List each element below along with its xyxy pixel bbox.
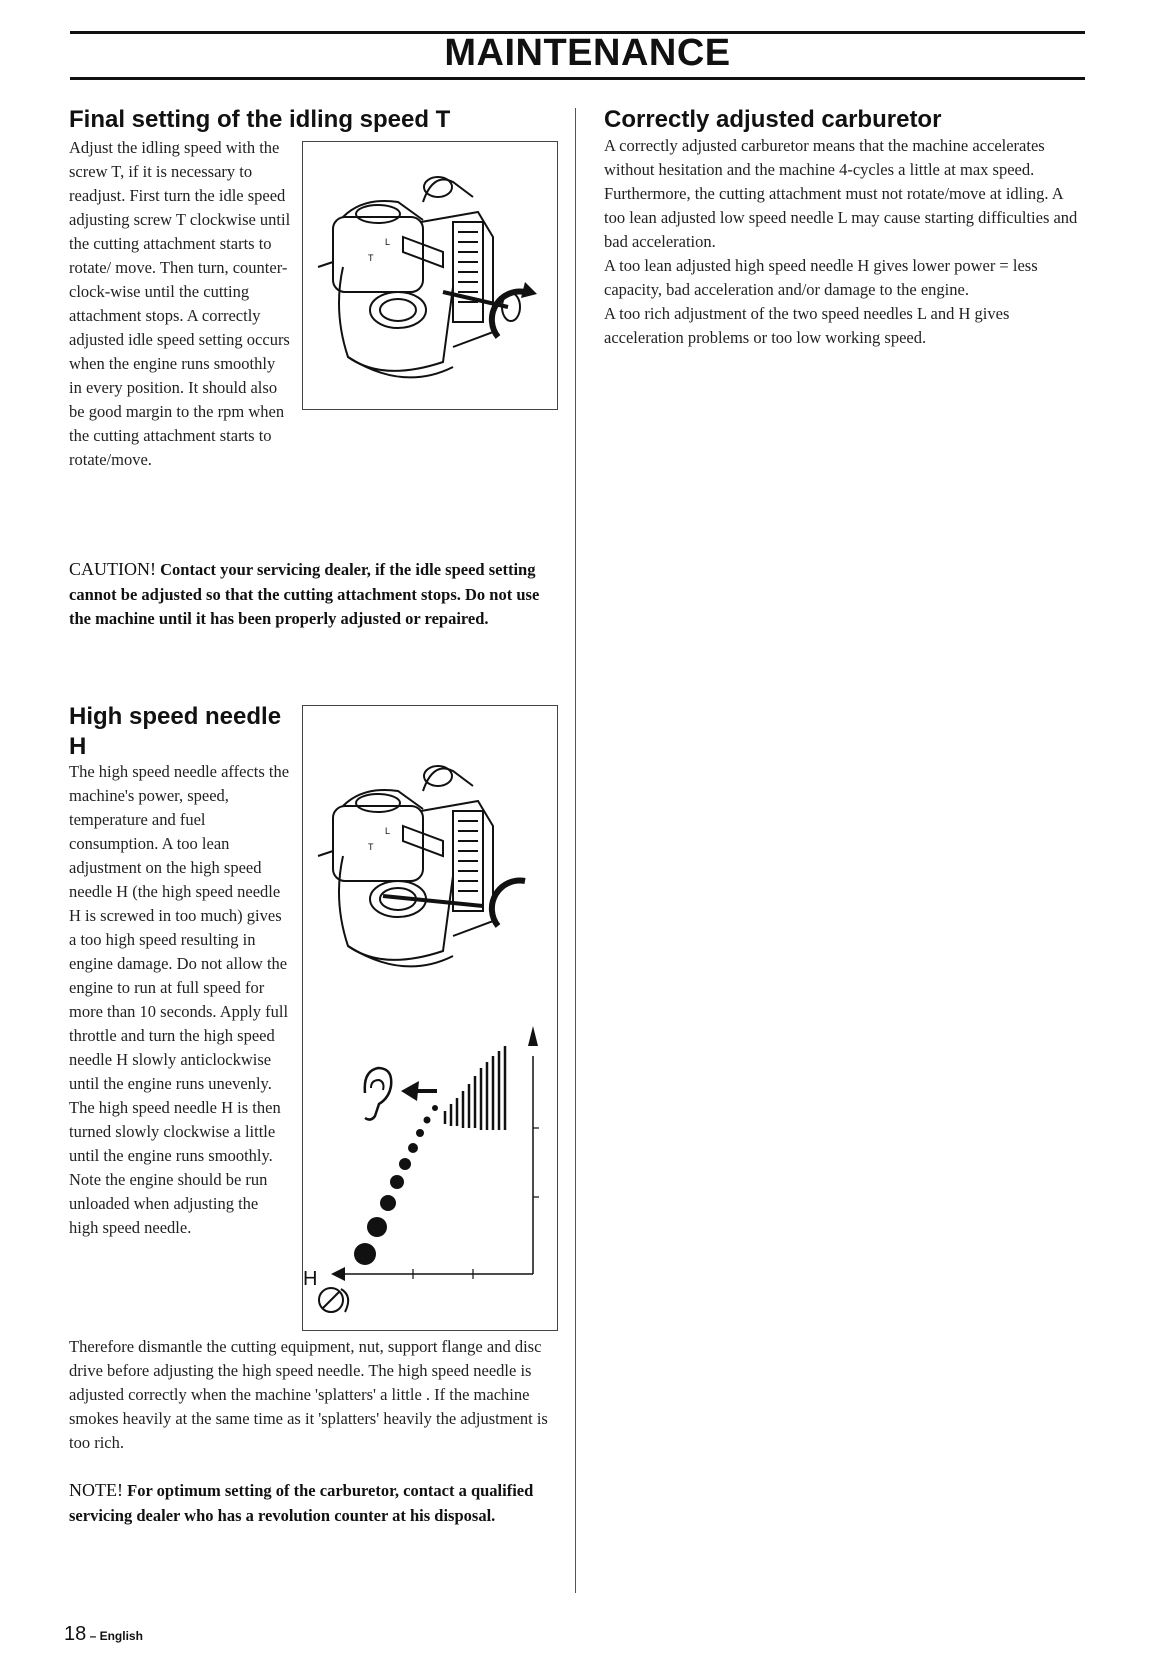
caution-lead: CAUTION! [69,559,156,579]
idle-speed-heading: Final setting of the idling speed T [69,106,451,133]
carburetor-text [604,134,1086,350]
column-divider [575,108,576,1593]
label-T: T [368,253,374,263]
footer-language: – English [86,1629,143,1643]
label-H: H [303,1268,318,1290]
caution-text: Contact your servicing dealer, if the idle speed setting cannot be adjusted so that the cutting attachment stops. Do not use the machine until it has been properly adjusted or repaired. [69,560,540,628]
high-speed-needle-figure [302,705,558,1331]
label-L-2: L [385,826,391,836]
label-L: L [385,237,391,247]
note-block [69,1478,559,1528]
high-speed-needle-heading: High speed needle H [69,703,282,760]
note-text: For optimum setting of the carburetor, contact a qualified servicing dealer who has a revolution counter at his disposal. [69,1481,534,1525]
engine-illustration-idle [303,142,557,409]
carburetor-paragraph: A correctly adjusted carburetor means that the machine accelerates without hesitation and the machine 4-cycles a little at max speed. Furthermore, the cutting attachment must not rotate/move at idling. A too lean adjusted low speed needle L may cause starting difficulties and bad acceleration. [604,136,1078,251]
carburetor-paragraph: A too lean adjusted high speed needle H gives lower power = less capacity, bad acceleration and/or damage to the engine. [604,256,1038,299]
carburetor-paragraph: A too rich adjustment of the two speed needles L and H gives acceleration problems or too low working speed. [604,304,1010,347]
header-bottom-rule [70,77,1085,80]
idle-speed-text: Adjust the idling speed with the screw T, if it is necessary to readjust. First turn the idle speed adjusting screw T clockwise until the cutting attachment starts to rotate/ move. Then turn, counter-clock-wise until the cutting attachment stops. A correctly adjusted idle speed setting occurs when the engine runs smoothly in every position. It should also be good margin to the rpm when the cutting attachment starts to rotate/move. [69,138,291,469]
page-number: 18 [64,1623,87,1645]
page-footer [64,1623,143,1646]
high-speed-needle-text-continued: Therefore dismantle the cutting equipment, nut, support flange and disc drive before adjusting the high speed needle. The high speed needle is adjusted correctly when the machine 'splatters' a little . If the machine smokes heavily at the same time as it 'splatters' heavily the adjustment is too rich. [69,1337,548,1452]
engine-illustration-high-speed [303,706,557,1330]
page-title: MAINTENANCE [444,32,731,74]
idle-screw-figure [302,141,558,410]
caution-note [69,557,559,632]
carburetor-heading: Correctly adjusted carburetor [604,106,942,133]
label-T-2: T [368,842,374,852]
high-speed-needle-text: The high speed needle affects the machine's power, speed, temperature and fuel consumption. A too lean adjustment on the high speed needle H (the high speed needle H is screwed in too much) gives a too high speed resulting in engine damage. Do not allow the engine to run at full speed for more than 10 seconds. Apply full throttle and turn the high speed needle H slowly anticlockwise until the engine runs unevenly. The high speed needle H is then turned slowly clockwise a little until the engine runs smoothly. Note the engine should be run unloaded when adjusting the high speed needle. [69,762,290,1237]
note-lead: NOTE! [69,1480,123,1500]
